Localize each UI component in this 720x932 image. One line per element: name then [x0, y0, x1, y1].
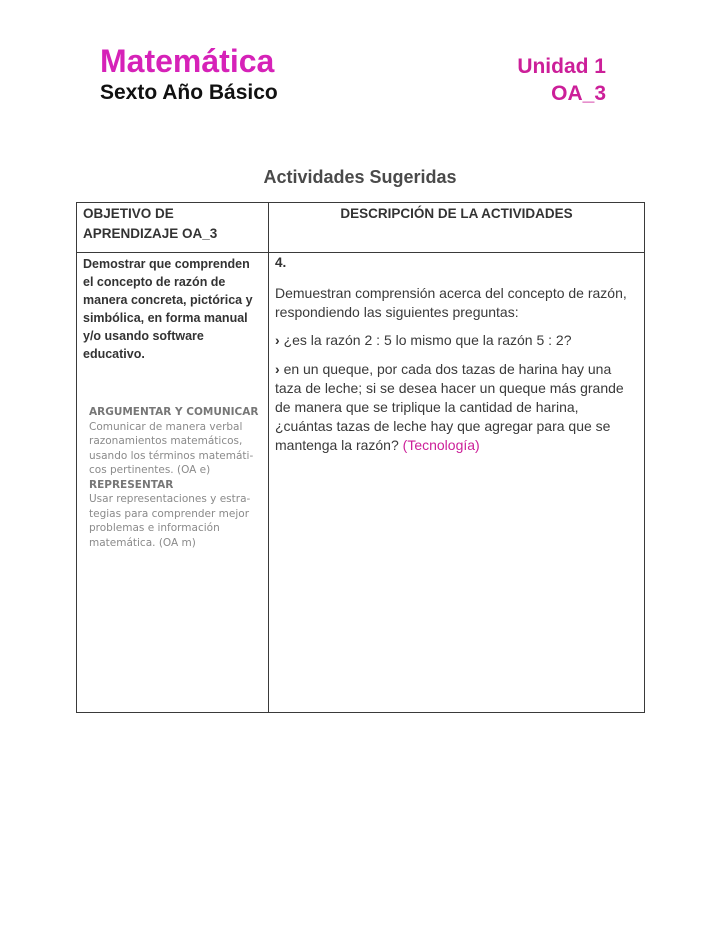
question-text: en un queque, por cada dos tazas de harina hay una taza de leche; si se desea hacer un queque más grande de manera que se triplique la cantidad de harina, ¿cuántas tazas de leche hay que agregar para que se mantenga la razón? [275, 361, 624, 453]
objective-cell [77, 253, 269, 713]
subject-title: Matemática [100, 43, 275, 79]
skill-description-argumentar: Comunicar de manera verbal razonamientos matemáticos, usando los términos matemáti-cos pertinentes. (OA e) [89, 420, 254, 476]
objective-code-label: OA_3 [551, 82, 606, 105]
document-header-left [100, 42, 278, 106]
grade-title: Sexto Año Básico [100, 81, 278, 104]
activity-intro: Demuestran comprensión acerca del concepto de razón, respondiendo las siguientes preguntas: [275, 285, 627, 320]
activity-number: 4. [275, 255, 287, 270]
technology-tag: (Tecnología) [402, 437, 480, 453]
document-header-right [517, 53, 606, 107]
activity-question-2 [275, 360, 638, 455]
skill-title-argumentar: ARGUMENTAR Y COMUNICAR [89, 406, 259, 418]
activity-question-1 [275, 331, 638, 350]
section-title: Actividades Sugeridas [263, 167, 457, 187]
skill-title-representar: REPRESENTAR [89, 478, 174, 491]
question-text: ¿es la razón 2 : 5 lo mismo que la razón 5 : 2? [283, 332, 572, 348]
description-cell [269, 253, 645, 713]
table-row [77, 253, 645, 713]
objective-column-header: OBJETIVO DE APRENDIZAJE OA_3 [77, 203, 269, 253]
activities-table [76, 202, 645, 713]
skills-block [89, 405, 262, 550]
skill-description-representar: Usar representaciones y estra-tegias para comprender mejor problemas e información matemática. (OA m) [89, 493, 251, 549]
table-header-row [77, 203, 645, 253]
bullet-chevron-icon: › [275, 332, 280, 348]
objective-text: Demostrar que comprenden el concepto de razón de manera concreta, pictórica y simbólica, en forma manual y/o usando software educativo. [83, 257, 253, 361]
bullet-chevron-icon: › [275, 361, 280, 377]
unit-label: Unidad 1 [517, 55, 606, 78]
description-column-header: DESCRIPCIÓN DE LA ACTIVIDADES [269, 203, 645, 253]
